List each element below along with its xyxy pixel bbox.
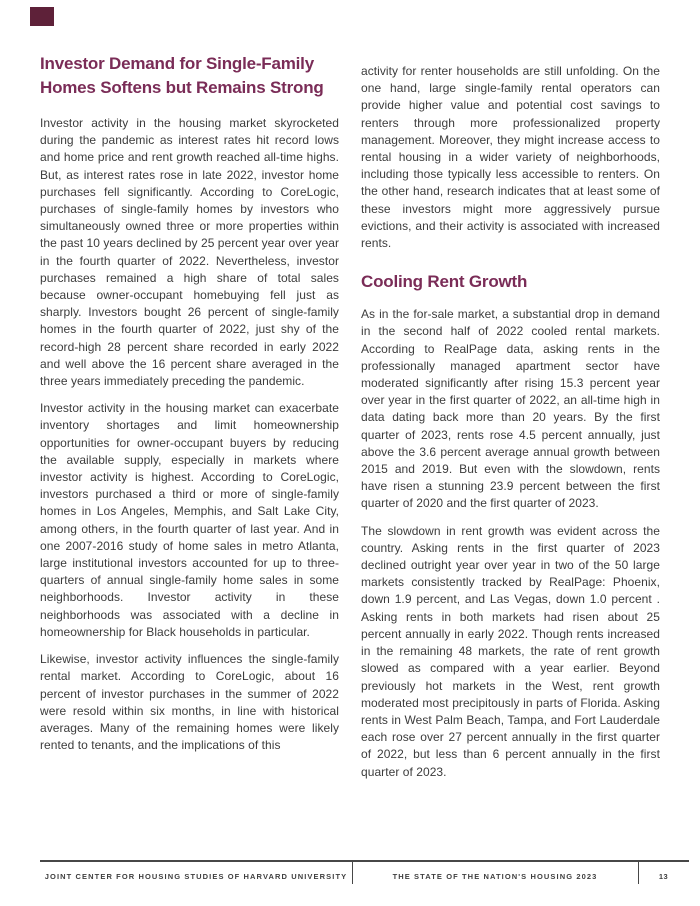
page-body [40, 52, 660, 791]
footer-page-number: 13 [658, 872, 669, 881]
footer-report-title: THE STATE OF THE NATION'S HOUSING 2023 [392, 872, 598, 881]
body-paragraph: The slowdown in rent growth was evident across the country. Asking rents in the first quarter of 2023 declined outright year over year in two of the 50 large markets consistently tracked by RealPage: Phoenix, down 1.9 percent, and Las Vegas, down 1.0 percent . Asking rents in both markets had risen about 25 percent annually in early 2022. Though rents increased in the remaining 48 markets, the rate of rent growth slowed as compared with a year earlier. Beyond previously hot markets in the West, rent growth moderated most precipitously in parts of Florida. Asking rents in West Palm Beach, Tampa, and Fort Lauderdale each rose over 27 percent annually in the first quarter of 2022, but less than 6 percent annually in the first quarter of 2023. [361, 523, 660, 779]
footer-rule [40, 860, 689, 862]
footer-organization: JOINT CENTER FOR HOUSING STUDIES OF HARVARD UNIVERSITY [44, 872, 348, 881]
left-column [40, 52, 339, 791]
section-title [40, 52, 339, 100]
body-paragraph: Investor activity in the housing market can exacerbate inventory shortages and limit homeownership opportunities for owner-occupant buyers by reducing the available supply, especially in markets where investor activity is highest. According to CoreLogic, investors purchased a third or more of single-family homes in Los Angeles, Memphis, and Salt Lake City, among others, in the fourth quarter of last year. And in one 2007-2016 study of home sales in metro Atlanta, large institutional investors accounted for up to three-quarters of annual single-family home sales in some neighborhoods. Investor activity in these neighborhoods was associated with a decline in homeownership for Black households in particular. [40, 401, 339, 639]
body-paragraph: As in the for-sale market, a substantial drop in demand in the second half of 2022 cooled rental markets. According to RealPage data, asking rents in the professionally managed apartment sector have moderated significantly after rising 15.3 percent year over year in the first quarter of 2022, an all-time high in data dating back more than 20 years. By the first quarter of 2023, rents rose 4.5 percent annually, just above the 3.6 percent average annual growth between 2015 and 2019. But even with the slowdown, rents have risen a stunning 23.9 percent between the first quarter of 2020 and the first quarter of 2023. [361, 307, 660, 511]
section-title-line2: Homes Softens but Remains Strong [40, 78, 324, 97]
chapter-tab [30, 7, 54, 26]
body-paragraph: activity for renter households are still unfolding. On the one hand, large single-family rental operators can provide higher value and potential cost savings to renters through more professionalized property management. Moreover, they might increase access to rental housing in a wider variety of neighborhoods, including those typically less accessible to renters. On the other hand, research indicates that at least some of these investors might more aggressively pursue evictions, and their activity is associated with increased rents. [361, 64, 660, 251]
right-column [361, 52, 660, 791]
section-heading-cooling-rent-growth: Cooling Rent Growth [361, 272, 528, 292]
section-title-line1: Investor Demand for Single-Family [40, 54, 314, 73]
body-paragraph: Investor activity in the housing market skyrocketed during the pandemic as interest rates hit record lows and home price and rent growth reached all-time highs. But, as interest rates rose in late 2022, investor home purchases fell significantly. According to CoreLogic, purchases of single-family homes by investors who simultaneously owned three or more properties within the past 10 years declined by 25 percent year over year in the fourth quarter of 2022. Nevertheless, investor purchases remained a high share of total sales because owner-occupant homebuying fell just as sharply. Investors bought 26 percent of single-family homes in the fourth quarter of 2022, just shy of the record-high 28 percent share recorded in early 2022 and well above the 16 percent share averaged in the three years immediately preceding the pandemic. [40, 116, 339, 389]
body-paragraph: Likewise, investor activity influences the single-family rental market. According to CoreLogic, about 16 percent of investor purchases in the summer of 2022 were resold within six months, in line with historical averages. Many of the remaining homes were likely rented to tenants, and the implications of this [40, 652, 339, 753]
